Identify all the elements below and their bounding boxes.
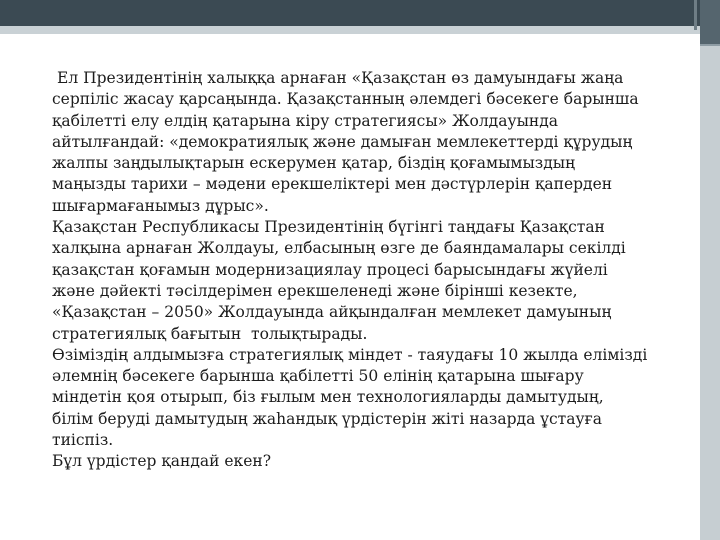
side-band — [700, 0, 720, 540]
header-band — [0, 0, 720, 26]
paragraph: Ел Президентінің халыққа арнаған «Қазақстан өз дамуындағы жаңа серпіліс жасау қарсаңында. Қазақстанның әлемдегі бәсекеге барынша қабілетті елу елдің қатарына кіру стратегиясы» Жолдауында айтылғандай: «демократиялық және дамыған мемлекеттерді құрудың жалпы заңдылықтарын ескерумен қатар, біздің қоғамымыздың маңызды тарихи – мәдени ерекшеліктері мен дәстүрлерін қаперден шығармағанымыз дұрыс». — [52, 69, 639, 215]
corner-divider — [700, 44, 720, 46]
header-band-highlight — [0, 26, 720, 34]
corner-accent — [700, 0, 720, 44]
header-accent-line — [694, 0, 697, 30]
paragraph: Бұл үрдістер қандай екен? — [52, 452, 272, 471]
paragraph: Өзіміздің алдымызға стратегиялық міндет - таяудағы 10 жылда елімізді әлемнің бәсекеге барынша қабілетті 50 елінің қатарына шығару міндетін қоя отырып, біз ғылым мен технологияларды дамытудың, білім беруді дамытудың жаһандық үрдістерін жіті назарда ұстауға тиіспіз. — [52, 345, 648, 450]
paragraph: Қазақстан Республикасы Президентінің бүгінгі таңдағы Қазақстан халқына арнаған Жолдауы, елбасының өзге де баяндамалары секілді қазақстан қоғамын модернизациялау процесі барысындағы жүйелі және дәйекті тәсілдерімен ерекшеленеді және бірінші кезекте, «Қазақстан – 2050» Жолдауында айқындалған мемлекет дамуының стратегиялық бағытын толықтырады. — [52, 218, 626, 343]
slide-body-text — [52, 68, 702, 473]
